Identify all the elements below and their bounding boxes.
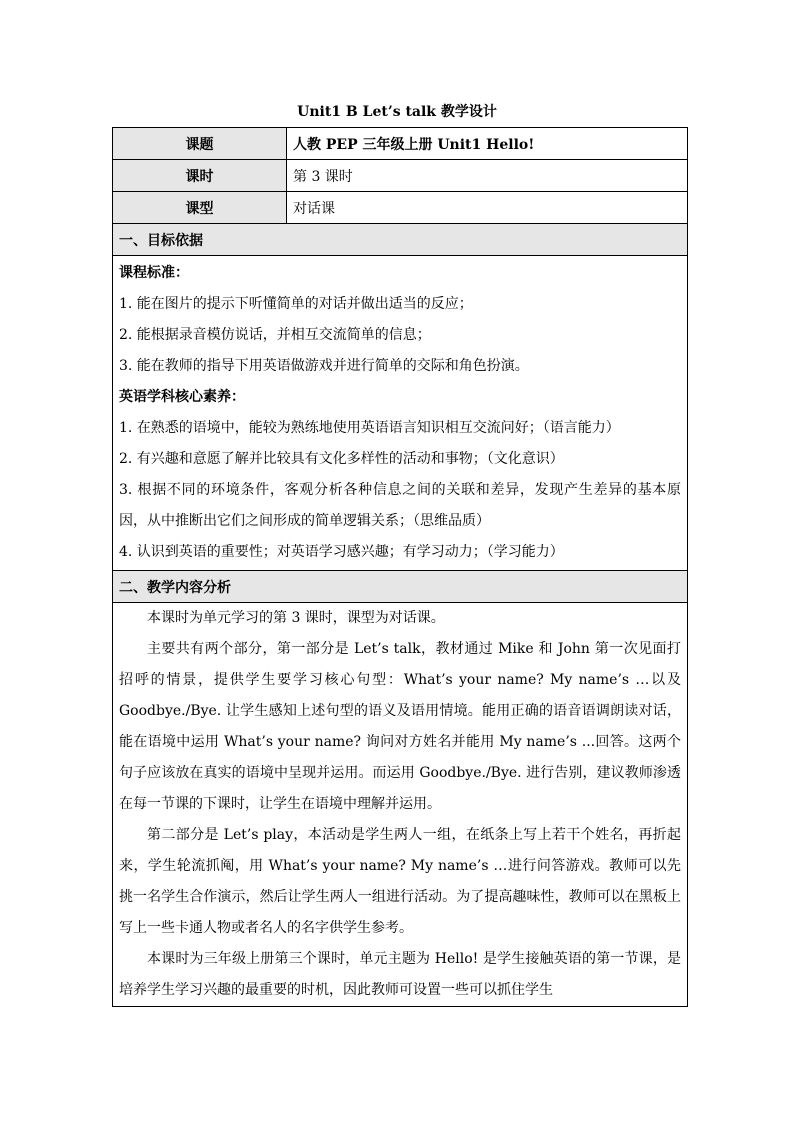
period-value: 第 3 课时 xyxy=(287,160,688,192)
topic-value: 人教 PEP 三年级上册 Unit1 Hello! xyxy=(287,128,688,160)
curriculum-item: 1. 能在图片的提示下听懂简单的对话并做出适当的反应； xyxy=(119,296,473,312)
core-item: 2. 有兴趣和意愿了解并比较具有文化多样性的活动和事物；（文化意识） xyxy=(119,451,564,467)
section2-content-row xyxy=(113,603,688,1007)
section1-header-row xyxy=(113,224,688,256)
section2-content xyxy=(113,603,688,1007)
section1-heading: 一、目标依据 xyxy=(113,224,688,256)
document-title: Unit1 B Let’s talk 教学设计 xyxy=(297,104,497,120)
core-competency-heading: 英语学科核心素养： xyxy=(119,389,245,405)
curriculum-item: 3. 能在教师的指导下用英语做游戏并进行简单的交际和角色扮演。 xyxy=(119,358,529,374)
meta-row-type xyxy=(113,192,688,224)
core-item: 1. 在熟悉的语境中，能较为熟练地使用英语语言知识相互交流问好；（语言能力） xyxy=(119,420,620,436)
section1-content xyxy=(113,256,688,571)
core-item: 3. 根据不同的环境条件，客观分析各种信息之间的关联和差异，发现产生差异的基本原因，从中推断出它们之间形成的简单逻辑关系；（思维品质） xyxy=(119,482,681,529)
section2-heading: 二、教学内容分析 xyxy=(113,571,688,603)
type-label: 课型 xyxy=(113,192,287,224)
curriculum-standards-heading: 课程标准： xyxy=(119,265,189,281)
content-paragraph: 本课时为三年级上册第三个课时，单元主题为 Hello! 是学生接触英语的第一节课，是培养学生学习兴趣的最重要的时机，因此教师可设置一些可以抓住学生 xyxy=(119,951,681,998)
meta-row-topic xyxy=(113,128,688,160)
meta-row-period xyxy=(113,160,688,192)
content-paragraph: 第二部分是 Let’s play，本活动是学生两人一组，在纸条上写上若干个姓名，再折起来，学生轮流抓阄，用 What’s your name? My name’s …进行问答游戏。教师可以先挑一名学生合作演示，然后让学生两人一组进行活动。为了提高趣味性，教师可以在黑板上写上一些卡通人物或者名人的名字供学生参考。 xyxy=(119,827,681,936)
topic-label: 课题 xyxy=(113,128,287,160)
content-paragraph: 主要共有两个部分，第一部分是 Let’s talk，教材通过 Mike 和 John 第一次见面打招呼的情景，提供学生要学习核心句型：What’s your name? My name’s …以及 Goodbye./Bye. 让学生感知上述句型的语义及语用情境。能用正确的语音语调朗读对话，能在语境中运用 What’s your name? 询问对方姓名并能用 My name’s ...回答。这两个句子应该放在真实的语境中呈现并运用。而运用 Goodbye./Bye. 进行告别，建议教师渗透在每一节课的下课时，让学生在语境中理解并运用。 xyxy=(119,641,681,812)
section1-content-row xyxy=(113,256,688,571)
lesson-plan-table xyxy=(112,127,688,1007)
curriculum-item: 2. 能根据录音模仿说话，并相互交流简单的信息； xyxy=(119,327,431,343)
core-item: 4. 认识到英语的重要性；对英语学习感兴趣；有学习动力；（学习能力） xyxy=(119,544,564,560)
section2-header-row xyxy=(113,571,688,603)
content-paragraph: 本课时为单元学习的第 3 课时，课型为对话课。 xyxy=(147,610,445,626)
type-value: 对话课 xyxy=(287,192,688,224)
period-label: 课时 xyxy=(113,160,287,192)
